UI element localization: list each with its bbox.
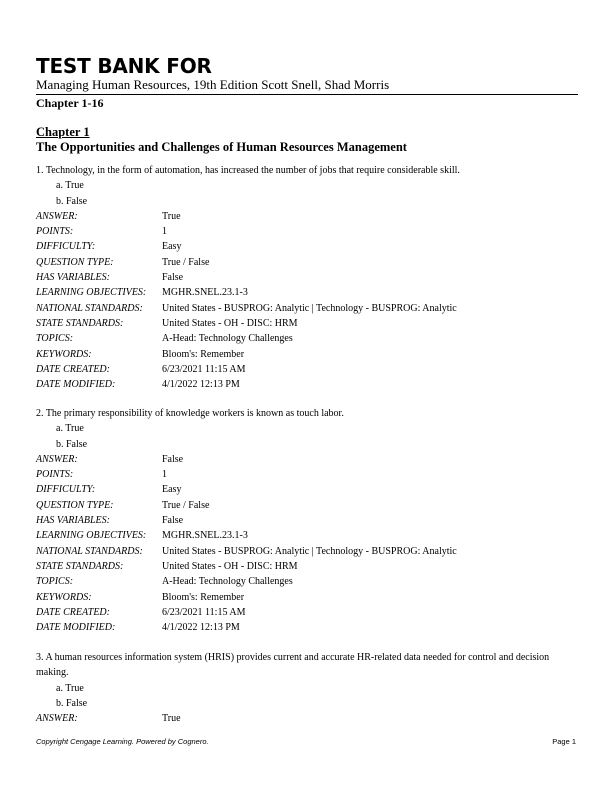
keywords-row [36,590,578,605]
option-a: a. True [56,423,84,435]
answer-row [36,209,578,224]
answer-label: ANSWER: [36,713,78,725]
date-created-value: 6/23/2021 11:15 AM [162,606,246,618]
date-modified-value: 4/1/2022 12:13 PM [162,622,240,634]
has-variables-row [36,270,578,285]
footer-page-number: Page 1 [552,737,576,746]
question-stem: 2. The primary responsibility of knowledge workers is known as touch labor. [36,408,344,419]
date-created-label: DATE CREATED: [36,363,110,375]
chapter-heading [36,125,407,155]
question-type-value: True / False [162,499,210,511]
date-created-row [36,605,578,620]
chapter-name: The Opportunities and Challenges of Human Resources Management [36,140,407,154]
option-a: a. True [56,682,84,694]
points-value: 1 [162,226,167,238]
question-3 [36,650,578,726]
state-standards-value: United States - OH - DISC: HRM [162,560,298,572]
state-standards-label: STATE STANDARDS: [36,317,124,329]
answer-value: False [162,453,184,465]
date-modified-label: DATE MODIFIED: [36,622,116,634]
national-standards-value: United States - BUSPROG: Analytic | Technology - BUSPROG: Analytic [162,302,457,314]
question-type-row [36,255,578,270]
points-value: 1 [162,469,167,481]
answer-value: True [162,713,181,725]
answer-label: ANSWER: [36,210,78,222]
chapter-range: Chapter 1-16 [36,96,104,110]
points-label: POINTS: [36,226,74,238]
option-a: a. True [56,180,84,192]
answer-row [36,452,578,467]
difficulty-value: Easy [162,241,182,253]
has-variables-label: HAS VARIABLES: [36,272,110,284]
option-b: b. False [56,697,88,709]
national-standards-row [36,301,578,316]
national-standards-value: United States - BUSPROG: Analytic | Technology - BUSPROG: Analytic [162,545,457,557]
topics-label: TOPICS: [36,576,74,588]
document-title: TEST BANK FOR [36,54,212,78]
difficulty-value: Easy [162,484,182,496]
has-variables-row [36,513,578,528]
learning-objectives-row [36,528,578,543]
date-created-label: DATE CREATED: [36,606,110,618]
chapter-number: Chapter 1 [36,125,90,139]
question-stem: 3. A human resources information system (HRIS) provides current and accurate HR-related data needed for control and decision making. [36,652,550,679]
answer-label: ANSWER: [36,453,78,465]
page-footer [36,737,576,746]
state-standards-value: United States - OH - DISC: HRM [162,317,298,329]
difficulty-label: DIFFICULTY: [36,484,96,496]
learning-objectives-value: MGHR.SNEL.23.1-3 [162,287,248,299]
topics-row [36,331,578,346]
date-modified-row [36,620,578,635]
topics-row [36,574,578,589]
question-type-label: QUESTION TYPE: [36,256,114,268]
keywords-value: Bloom's: Remember [162,348,245,360]
national-standards-row [36,544,578,559]
difficulty-row [36,239,578,254]
keywords-value: Bloom's: Remember [162,591,245,603]
answer-value: True [162,210,181,222]
document-subtitle: Managing Human Resources, 19th Edition Scott Snell, Shad Morris [36,77,578,95]
points-row [36,224,578,239]
state-standards-row [36,316,578,331]
has-variables-value: False [162,272,184,284]
state-standards-label: STATE STANDARDS: [36,560,124,572]
points-label: POINTS: [36,469,74,481]
question-stem: 1. Technology, in the form of automation, has increased the number of jobs that require considerable skill. [36,165,460,176]
question-type-row [36,498,578,513]
learning-objectives-label: LEARNING OBJECTIVES: [36,530,147,542]
question-2 [36,406,578,635]
footer-copyright: Copyright Cengage Learning. Powered by Cognero. [36,737,209,746]
date-modified-value: 4/1/2022 12:13 PM [162,379,240,391]
points-row [36,467,578,482]
topics-label: TOPICS: [36,333,74,345]
topics-value: A-Head: Technology Challenges [162,576,293,588]
national-standards-label: NATIONAL STANDARDS: [36,302,143,314]
national-standards-label: NATIONAL STANDARDS: [36,545,143,557]
answer-row [36,711,578,726]
learning-objectives-label: LEARNING OBJECTIVES: [36,287,147,299]
question-type-value: True / False [162,256,210,268]
keywords-label: KEYWORDS: [36,591,92,603]
question-1 [36,163,578,392]
difficulty-label: DIFFICULTY: [36,241,96,253]
date-modified-row [36,377,578,392]
keywords-label: KEYWORDS: [36,348,92,360]
option-b: b. False [56,195,88,207]
date-created-row [36,362,578,377]
date-modified-label: DATE MODIFIED: [36,379,116,391]
question-type-label: QUESTION TYPE: [36,499,114,511]
topics-value: A-Head: Technology Challenges [162,333,293,345]
option-b: b. False [56,438,88,450]
has-variables-label: HAS VARIABLES: [36,515,110,527]
has-variables-value: False [162,515,184,527]
learning-objectives-row [36,285,578,300]
keywords-row [36,347,578,362]
difficulty-row [36,482,578,497]
state-standards-row [36,559,578,574]
date-created-value: 6/23/2021 11:15 AM [162,363,246,375]
learning-objectives-value: MGHR.SNEL.23.1-3 [162,530,248,542]
